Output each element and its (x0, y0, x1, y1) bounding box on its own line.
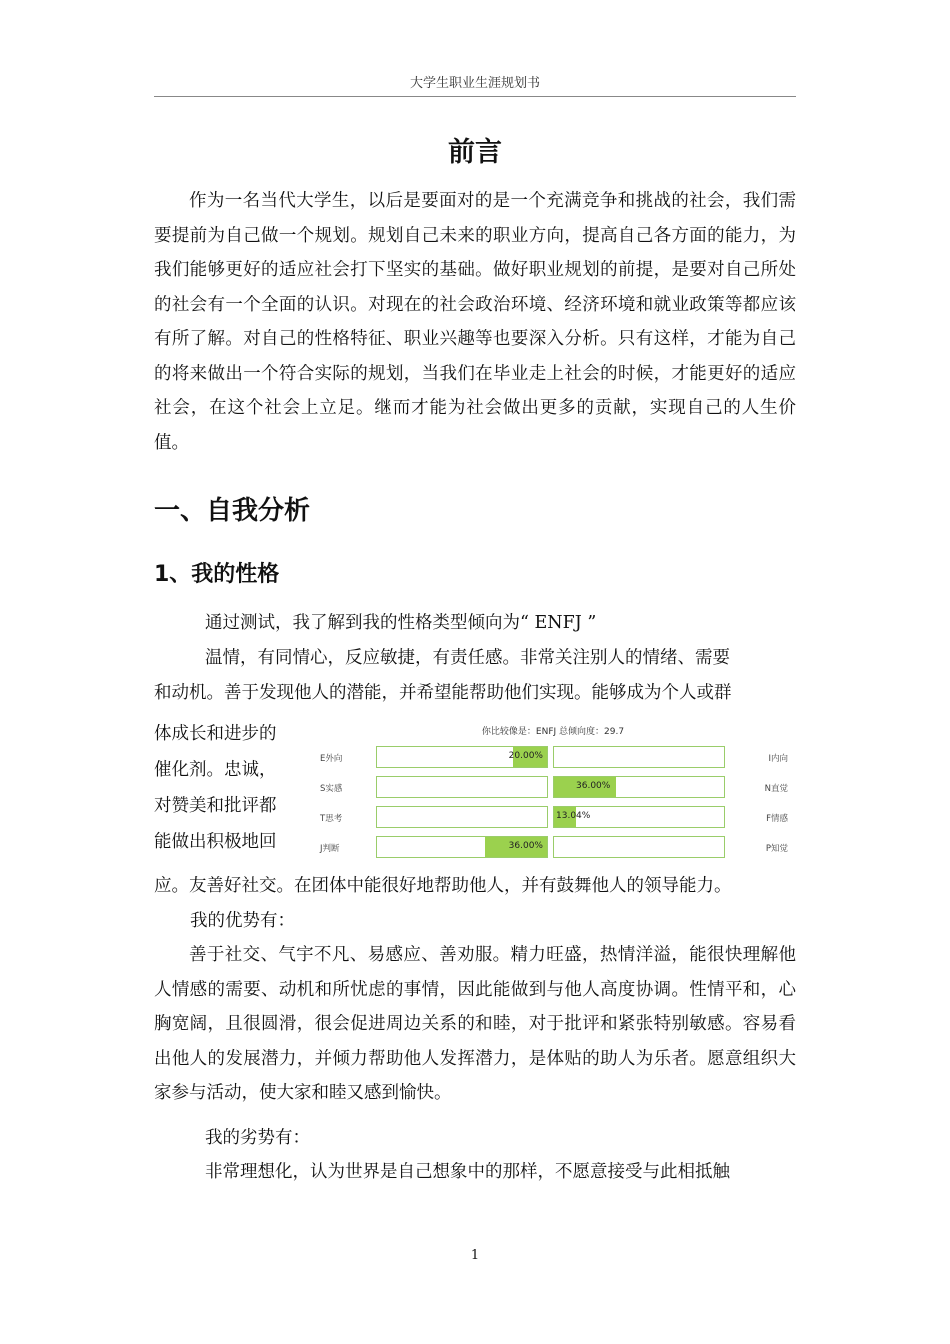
bar-track-right (553, 836, 725, 858)
data-label: 20.00% (508, 751, 543, 761)
wrap-line-4: 能做出积极地回 (154, 832, 277, 852)
axis-label-right: F情感 (766, 814, 788, 824)
header-rule (154, 96, 796, 97)
preface-paragraph: 作为一名当代大学生，以后是要面对的是一个充满竞争和挑战的社会，我们需要提前为自己做一个规划。规划自己未来的职业方向，提高自己各方面的能力，为我们能够更好的适应社会打下坚实的基础。做好职业规划的前提，是要对自己所处的社会有一个全面的认识。对现在的社会政治环境、经济环境和就业政策等都应该有所了解。对自己的性格特征、职业兴趣等也要深入分析。只有这样，才能为自己的将来做出一个符合实际的规划，当我们在毕业走上社会的时候，才能更好的适应社会，在这个社会上立足。继而才能为社会做出更多的贡献，实现自己的人生价值。 (154, 191, 796, 453)
preface-title: 前言 (448, 137, 502, 168)
axis-label-left: E外向 (320, 754, 343, 764)
wrap-line-1: 体成长和进步的 (154, 724, 277, 744)
data-label: 13.04% (556, 811, 591, 821)
chart-row (310, 746, 796, 770)
personality-intro: 通过测试，我了解到我的性格类型倾向为“ ENFJ ” (205, 613, 597, 633)
bar-track-right (553, 806, 725, 828)
axis-label-right: I内向 (768, 754, 788, 764)
axis-label-left: S实感 (320, 784, 343, 794)
axis-label-right: N直觉 (764, 784, 788, 794)
personality-line-3: 应。友善好社交。在团体中能很好地帮助他人，并有鼓舞他人的领导能力。 (154, 876, 732, 896)
bar-track-right (553, 746, 725, 768)
bar-track-right (553, 776, 725, 798)
chart-title: 你比较像是：ENFJ 总倾向度：29.7 (481, 727, 625, 737)
axis-label-right: P知觉 (765, 844, 788, 854)
bar-track-left (376, 746, 548, 768)
data-label: 36.00% (508, 841, 543, 851)
personality-line-2: 和动机。善于发现他人的潜能，并希望能帮助他们实现。能够成为个人或群 (154, 683, 732, 703)
subsection-title: 1、我的性格 (154, 562, 280, 587)
weaknesses-title: 我的劣势有： (205, 1128, 310, 1148)
chart-row (310, 836, 796, 860)
personality-chart (310, 722, 796, 862)
running-header: 大学生职业生涯规划书 (409, 76, 540, 91)
bar-track-left (376, 836, 548, 858)
personality-line-1: 温情，有同情心，反应敏捷，有责任感。非常关注别人的情绪、需要 (205, 648, 730, 668)
weaknesses-line: 非常理想化，认为世界是自己想象中的那样，不愿意接受与此相抵触 (205, 1162, 730, 1182)
axis-label-left: J判断 (320, 844, 340, 854)
chart-row (310, 776, 796, 800)
data-label: 36.00% (576, 781, 611, 791)
strengths-title: 我的优势有： (190, 911, 295, 931)
wrap-line-2: 催化剂。忠诚， (154, 760, 277, 780)
bar-track-left (376, 776, 548, 798)
strengths-paragraph: 善于社交、气宇不凡、易感应、善劝服。精力旺盛，热情洋溢，能很快理解他人情感的需要、动机和所忧虑的事情，因此能做到与他人高度协调。性情平和，心胸宽阔，且很圆滑，很会促进周边关系的和睦，对于批评和紧张特别敏感。容易看出他人的发展潜力，并倾力帮助他人发挥潜力，是体贴的助人为乐者。愿意组织大家参与活动，使大家和睦又感到愉快。 (154, 945, 796, 1103)
wrap-line-3: 对赞美和批评都 (154, 796, 277, 816)
page-number: 1 (470, 1248, 480, 1263)
section-title: 一、自我分析 (154, 496, 311, 526)
chart-row (310, 806, 796, 830)
bar-track-left (376, 806, 548, 828)
axis-label-left: T思考 (320, 814, 343, 824)
